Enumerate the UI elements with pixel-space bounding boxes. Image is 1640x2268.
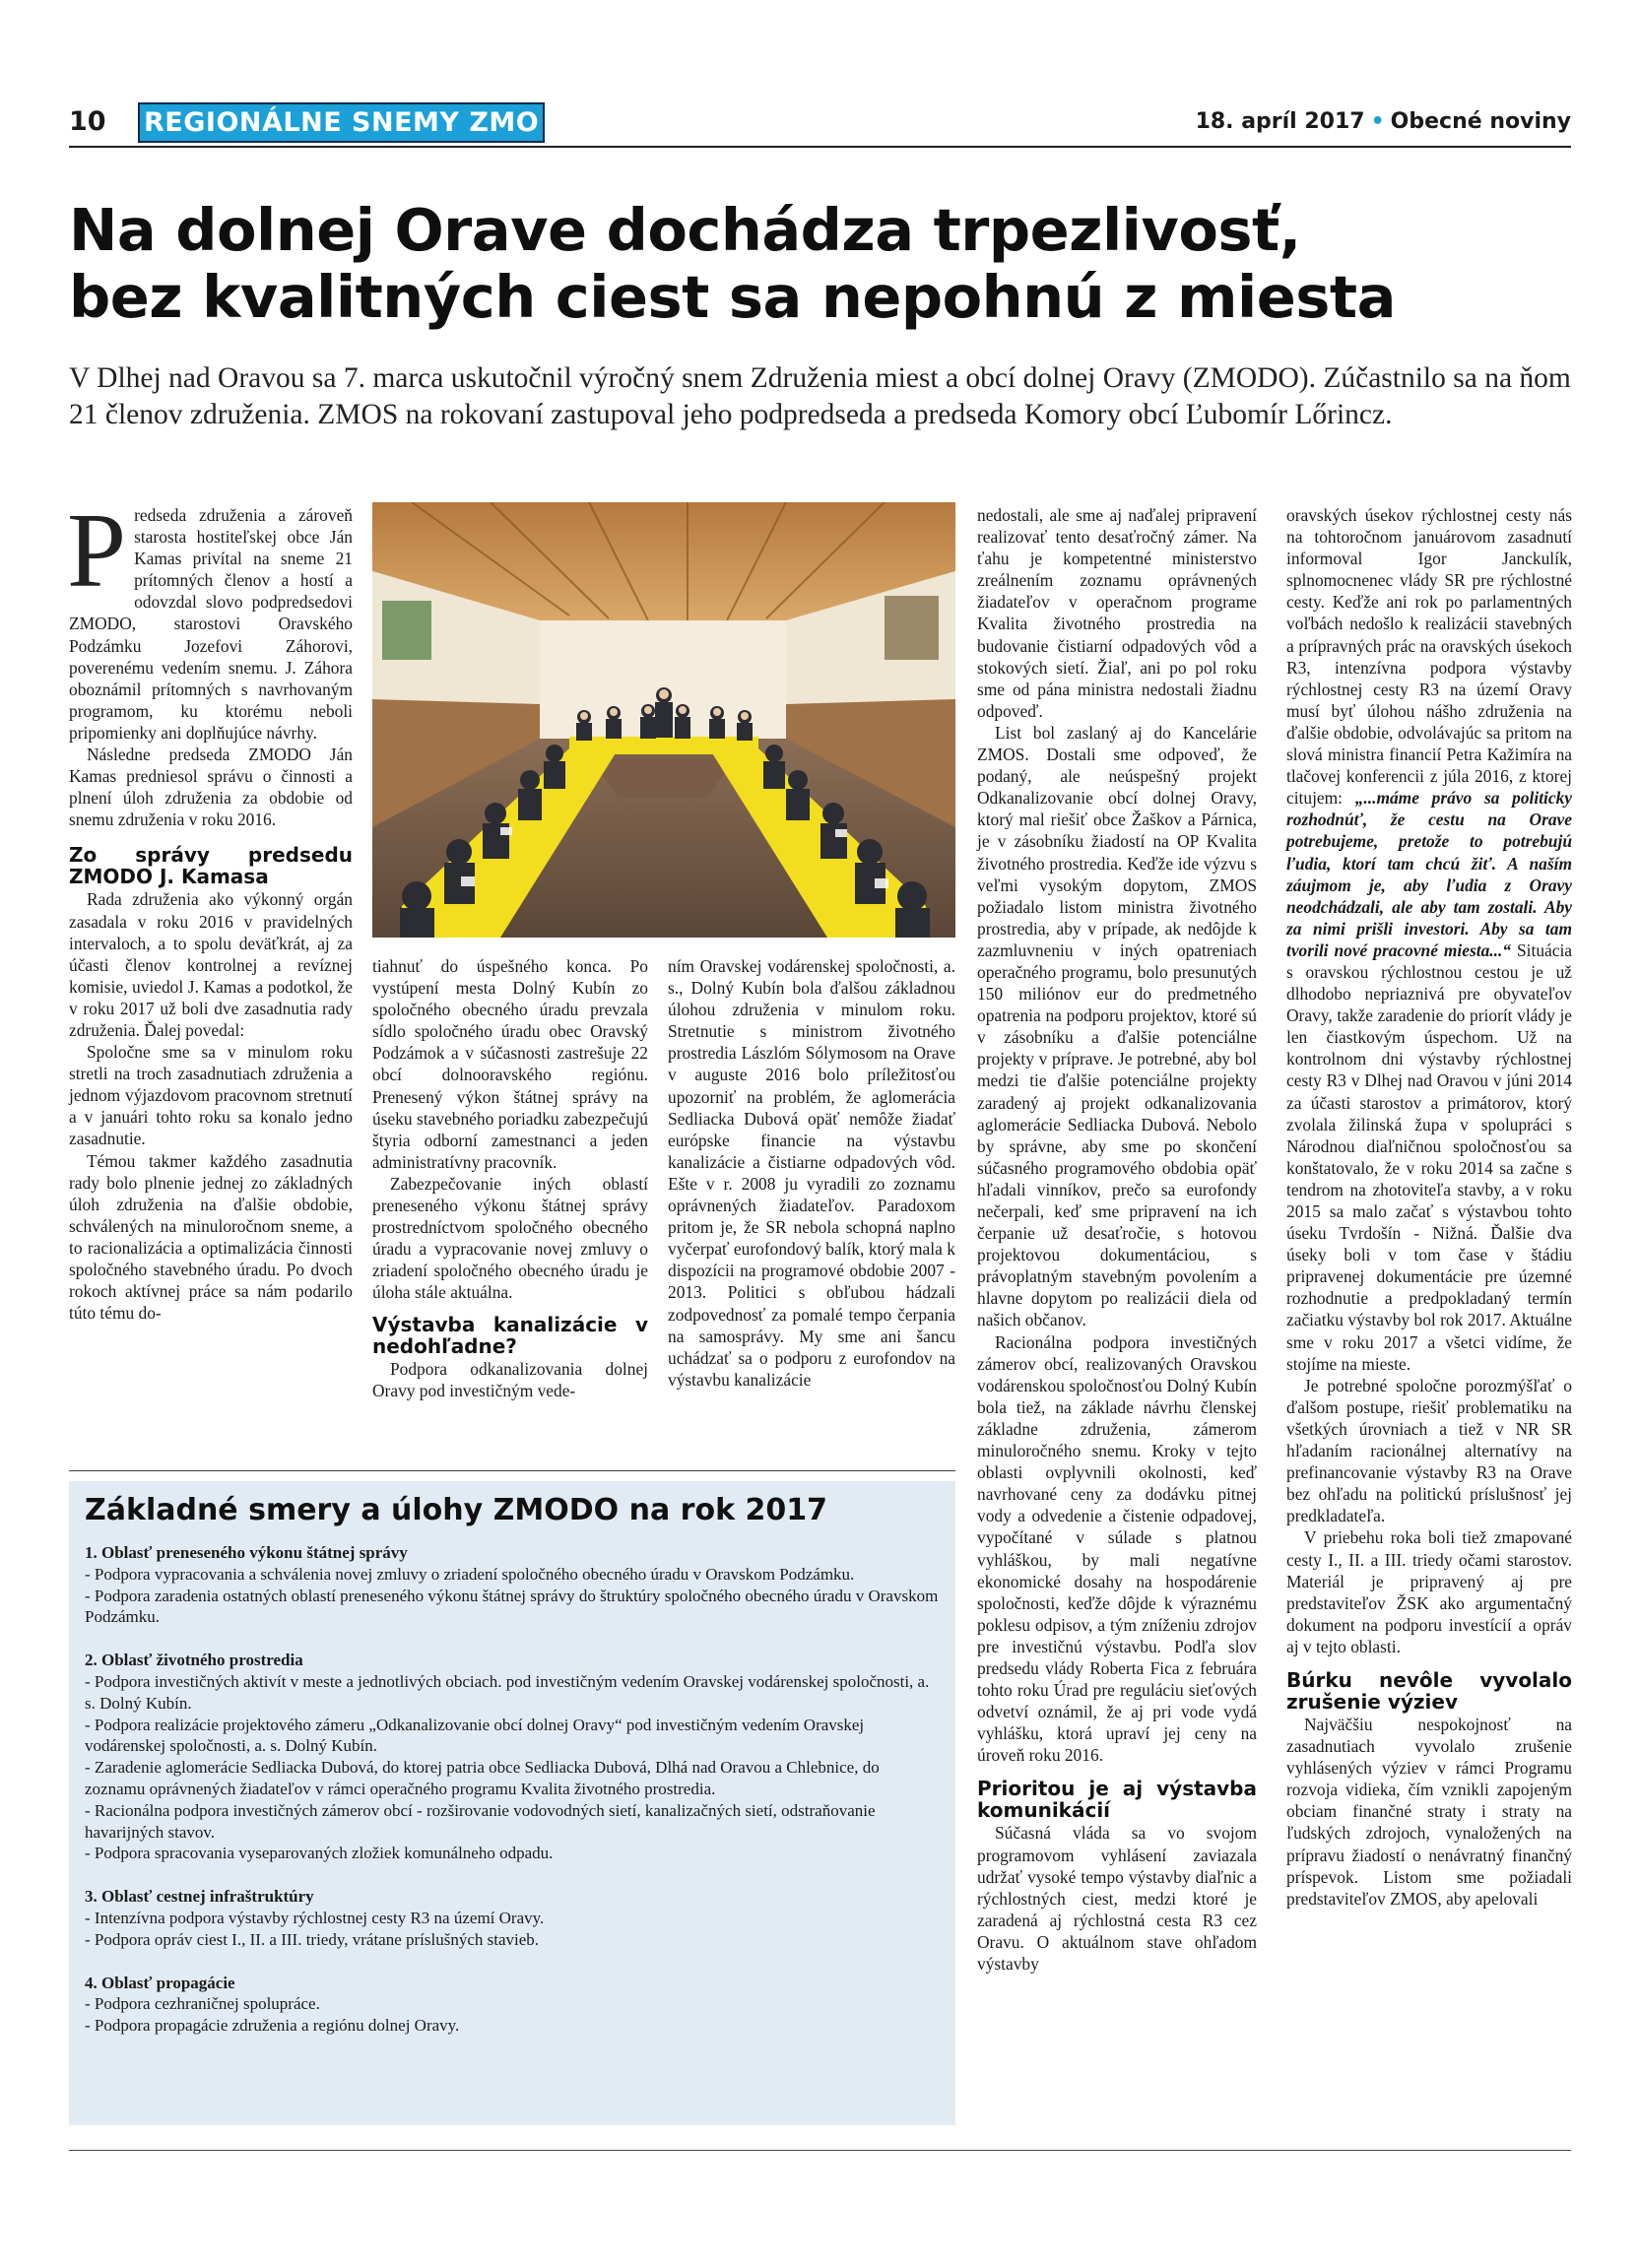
meeting-photo — [372, 502, 955, 938]
box-list-item: - Podpora investičných aktivít v meste a jednotlivých obciach. pod investičným vedením Oravskej vodárenskej spoločnosti, a. s. Dolný Kubín. — [85, 1671, 930, 1713]
issue-info — [1196, 109, 1571, 134]
paragraph: Súčasná vláda sa vo svojom programovom vyhlásení zaviazala udržať vysoké tempo výstavby diaľnic a rýchlostných ciest, medzi ktoré je zaradená aj rýchlostná cesta R3 cez Oravu. O aktuálnom stave ohľadom výstavby — [977, 1823, 1257, 1974]
paragraph: tiahnuť do úspešného konca. Po vystúpení mesta Dolný Kubín zo spoločného obecného úradu prevzala sídlo spoločného úradu obec Oravský Podzámok a v súčasnosti zastrešuje 22 obcí dolnooravského regiónu. Prenesený výkon štátnej správy na úseku stavebného poriadku zabezpečujú štyria odborní zamestnanci a jeden administratívny pracovník. — [372, 956, 648, 1172]
article-column-1 — [67, 492, 353, 1324]
box-body — [85, 1542, 940, 2037]
subheading: Výstavba kanalizácie v nedohľadne? — [372, 1312, 648, 1358]
minister-quote: „...máme právo sa politicky rozhodnúť, že cestu na Orave potrebujeme, pretože to potrebujú ľudia, ktorí tam chcú žiť. A naším záujmom je, aby ľudia z Oravy neodchádzali, ale aby tam zostali. Aby za nimi prišli investori. Aby sa tam tvorili nové pracovné miesta...“ — [1286, 788, 1572, 960]
publication-name: Obecné noviny — [1390, 109, 1571, 134]
paragraph: nedostali, ale sme aj naďalej pripravení realizovať tento desaťročný zámer. Na ťahu je kompetentné ministerstvo zreálnením zoznamu oprávnených žiadateľov v operačnom programe Kvalita životného prostredia na budovanie čistiarní odpadových vôd a stokových sietí. Žiaľ, ani po pol roku sme od pána ministra nedostali žiadnu odpoveď. — [977, 505, 1257, 721]
header-rule — [69, 146, 1571, 148]
box-list-item: - Podpora spracovania vyseparovaných zložiek komunálneho odpadu. — [85, 1844, 554, 1863]
paragraph-with-quote — [1286, 504, 1572, 1375]
subheading: Prioritou je aj výstavba komunikácií — [977, 1777, 1257, 1823]
box-list-item: - Racionálna podpora investičných zámerov obcí - rozširovanie vodovodných sietí, kanalizačných sietí, odstraňovanie havarijných stavov. — [85, 1800, 876, 1842]
paragraph-text: redseda združenia a zároveň starosta hostiteľskej obce Ján Kamas privítal na sneme 21 prítomných členov a hostí a odovzdal slovo podpredsedovi ZMODO, starostovi Oravského Podzámku Jozefovi Záhorovi, poverenému vedením snemu. J. Záhora oboznámil prítomných s navrhovaným programom, ku ktorému neboli pripomienky ani doplňujúce návrhy. — [69, 505, 353, 743]
page-number: 10 — [69, 106, 106, 137]
subheading: Búrku nevôle vyvolalo zrušenie výziev — [1286, 1667, 1572, 1714]
box-list-item: - Podpora vypracovania a schválenia novej zmluvy o zriadení spoločného obecného úradu v Oravskom Podzámku. — [85, 1564, 855, 1584]
page-bottom-rule — [69, 2150, 1571, 2151]
box-section-title: 1. Oblasť preneseného výkonu štátnej správy — [85, 1543, 408, 1562]
paragraph: ním Oravskej vodárenskej spoločnosti, a. s., Dolný Kubín bola ďalšou základnou úlohou združenia v minulom roku. Stretnutie s ministrom životného prostredia Lászlóm Sólymosom na Orave v auguste 2016 bolo príležitosťou upozorniť na problém, že aglomerácia Sedliacka Dubová opäť nemôže žiadať európske financie na výstavbu kanalizácie a čistiarne odpadových vôd. Ešte v r. 2008 ju vyradili zo zoznamu oprávnených žiadateľov. Paradoxom pritom je, že SR nebola schopná naplno vyčerpať eurofondový balík, ktorý mala k dispozícii na programové obdobie 2007 - 2013. Politici s obľubou hádzali zodpovednosť za pomalé tempo čerpania na samosprávy. My sme ani šancu uchádzať sa o podporu z eurofondov na výstavbu kanalizácie — [668, 956, 955, 1390]
box-list-item: - Intenzívna podpora výstavby rýchlostnej cesty R3 na území Oravy. — [85, 1908, 545, 1927]
paragraph-text: oravských úsekov rýchlostnej cesty nás na tohtoročnom januárovom zasadnutí informoval Igor Janckulík, splnomocnenec vlády SR pre rýchlostné cesty. Keďže ani rok po parlamentných voľbách nedošlo k realizácii stavebných a prípravných prác na oravských úsekoch R3, intenzívna podpora výstavby rýchlostnej cesty R3 na území Oravy musí byť úlohou nášho združenia na ďalšie obdobie, odvolávajúc sa pritom na slová ministra financií Petra Kažimíra na tlačovej konferencii z júla 2016, z ktorej citujem: — [1286, 505, 1572, 809]
box-list-item: - Podpora zaradenia ostatných oblastí preneseného výkonu štátnej správy do štruktúry spoločného obecného úradu v Oravskom Podzámku. — [85, 1586, 939, 1627]
separator-dot: • — [1370, 109, 1385, 134]
box-list-item: - Podpora cezhraničnej spolupráce. — [85, 1994, 320, 2014]
paragraph: Najväčšiu nespokojnosť na zasadnutiach vyvolalo zrušenie vyhlásených výziev v rámci Programu rozvoja vidieka, čím vznikli zapojeným obciam finančné straty i straty na ľudských zdrojoch, vynaložených na prípravu žiadostí o nenávratný finančný príspevok. Listom sme požiadali predstaviteľov ZMOS, aby apelovali — [1286, 1714, 1572, 1909]
paragraph: Podpora odkanalizovania dolnej Oravy pod investičným vede- — [372, 1358, 648, 1400]
article-headline — [69, 197, 1576, 331]
article-column-5 — [1286, 504, 1572, 1910]
paragraph-text: Situácia s oravskou rýchlostnou cestou je už dlhodobo nepriaznivá pre obyvateľov Oravy, takže zaradenie do priorít vlády je len čiastkovým úspechom. Už na kontrolnom dni výstavby rýchlostnej cesty R3 v Dlhej nad Oravou v júni 2014 za účasti starostov a primátorov, ktorý zvolala žilinská župa v spolupráci s Národnou diaľničnou spoločnosťou sa konštatovalo, že v roku 2014 sa začne s tendrom na zhotoviteľa stavby, a v roku 2015 sa malo začať s výstavbou tohto úseku Tvrdošín - Nižná. Ďalšie dva úseky boli v tom čase v štádiu pripravenej dokumentácie pre územné rozhodnutie a predpokladaný termín začiatku výstavby bol rok 2017. Aktuálne sme v roku 2017 a všetci vidíme, že stojíme na mieste. — [1286, 940, 1572, 1374]
paragraph: Rada združenia ako výkonný orgán zasadala v roku 2016 v pravidelných intervaloch, a to spolu deväťkrát, aj za účasti členov kontrolnej a revíznej komisie, uviedol J. Kamas a podotkol, že v roku 2017 už boli dve zasadnutia rady združenia. Ďalej povedal: — [69, 889, 353, 1040]
intro-paragraph — [67, 492, 353, 744]
box-list-item: - Zaradenie aglomerácie Sedliacka Dubová, do ktorej patria obce Sedliacka Dubová, Dlhá nad Oravou a Chlebnice, do zoznamu oprávnených žiadateľov v rámci operačného programu Kvalita životného prostredia. — [85, 1758, 880, 1798]
box-title: Základné smery a úlohy ZMODO na rok 2017 — [85, 1493, 827, 1527]
subheading: Zo správy predsedu ZMODO J. Kamasa — [69, 843, 353, 889]
box-section-title: 3. Oblasť cestnej infraštruktúry — [85, 1887, 314, 1907]
box-section-title: 2. Oblasť životného prostredia — [85, 1651, 303, 1670]
paragraph: Témou takmer každého zasadnutia rady bolo plnenie jednej zo základných úloh združenia na ďalšie obdobie, schválených na minuloročnom sneme, a to racionalizácia a optimalizácia činnosti spoločného stavebného úradu. Po dvoch rokoch aktívnej práce sa nám podarilo túto tému do- — [69, 1150, 353, 1324]
paragraph: Je potrebné spoločne porozmýšľať o ďalšom postupe, riešiť problematiku na všetkých úrovniach a tiež v NR SR hľadaním racionálnej alternatívy na prefinancovanie výstavby R3 na Orave bez ohľadu na politickú príslušnosť jej predkladateľa. — [1286, 1375, 1572, 1526]
drop-cap: P — [67, 492, 127, 610]
paragraph: V priebehu roka boli tiež zmapované cesty I., II. a III. triedy očami starostov. Materiál je pripravený aj pre predstaviteľov ŽSK ako argumentačný dokument na podporu investícií a opráv aj v tejto oblasti. — [1286, 1527, 1572, 1656]
section-label: REGIONÁLNE SNEMY ZMO — [138, 102, 545, 143]
box-list-item: - Podpora propagácie združenia a regiónu dolnej Oravy. — [85, 2016, 460, 2036]
box-section-title: 4. Oblasť propagácie — [85, 1973, 235, 1992]
article-column-2 — [372, 955, 648, 1401]
box-list-item: - Podpora realizácie projektového zámeru „Odkanalizovanie obcí dolnej Oravy“ pod investičným vedením Oravskej vodárenskej spoločnosti, a. s. Dolný Kubín. — [85, 1715, 865, 1756]
article-column-3 — [668, 955, 955, 1391]
paragraph: Následne predseda ZMODO Ján Kamas predniesol správu o činnosti a plnení úloh združenia za obdobie od snemu združenia v roku 2016. — [69, 745, 353, 830]
article-column-4 — [977, 504, 1257, 1975]
tasks-box — [69, 1481, 955, 2125]
headline-line-1: Na dolnej Orave dochádza trpezlivosť, — [69, 196, 1301, 264]
box-list-item: - Podpora opráv ciest I., II. a III. triedy, vrátane príslušných stavieb. — [85, 1929, 540, 1949]
headline-line-2: bez kvalitných ciest sa nepohnú z miesta — [69, 263, 1396, 331]
paragraph: Zabezpečovanie iných oblastí preneseného výkonu štátnej správy prostredníctvom spoločného obecného úradu a vypracovanie novej zmluvy o zriadení spoločného obecného úradu je úloha stále aktuálna. — [372, 1173, 648, 1303]
paragraph: Spoločne sme sa v minulom roku stretli na troch zasadnutiach združenia a jednom výjazdovom pracovnom stretnutí a v januári tohto roku sa konalo jedno zasadnutie. — [69, 1042, 353, 1149]
box-top-rule — [69, 1470, 955, 1471]
paragraph: Racionálna podpora investičných zámerov obcí, realizovaných Oravskou vodárenskou spoločnosťou Dolný Kubín bola tiež, na základe návrhu členskej základne združenia, zámerom minuloročného snemu. Kroky v tejto oblasti ovplyvnili okolnosti, keď navrhované ceny za dodávku pitnej vody a odvedenie a čistenie odpadovej, vypočítané v súlade s platnou vyhláškou, by mali negatívne ekonomické dosahy na hospodárenie spoločnosti, keďže dôjde k výraznému poklesu odpisov, a tým zníženiu zdrojov pre investičnú výstavbu. Podľa slov predsedu vlády Roberta Fica z februára tohto roku Úrad pre reguláciu sieťových odvetví oznámil, že aj pri vode vydá vyhlášku, ktorá upraví jej ceny na úroveň roku 2016. — [977, 1331, 1257, 1766]
article-lead: V Dlhej nad Oravou sa 7. marca uskutočnil výročný snem Združenia miest a obcí dolnej Oravy (ZMODO). Zúčastnilo sa na ňom 21 členov združenia. ZMOS na rokovaní zastupoval jeho podpredseda a predseda Komory obcí Ľubomír Lőrincz. — [69, 362, 1571, 430]
paragraph: List bol zaslaný aj do Kancelárie ZMOS. Dostali sme odpoveď, že podaný, ale neúspešný projekt Odkanalizovanie obcí dolnej Oravy, ktorý mal riešiť obce Žaškov a Párnica, je v zásobníku žiadostí na OP Kvalita životného prostredia. Keďže ide výzvu s veľmi vysokým dopytom, ZMOS požiadalo listom ministra životného prostredia, aby v prípade, ak nedôjde k zazmluvneniu v iných opatreniach operačného programu, bolo presunutých 150 miliónov eur do predmetného opatrenia na podporu projektov, ktoré sú v zásobníku a ďalšie potenciálne projekty v príprave. Je potrebné, aby bol medzi tie ďalšie potenciálne projekty zaradený aj projekt odkanalizovania aglomerácie Sedliacka Dubová. Nebolo by správne, aby sme po skončení súčasného programového obdobia opäť hľadali vinníkov, prečo sa eurofondy nečerpali, keď sme pripravení na ich čerpanie už desaťročie, s hotovou projektovou dokumentáciou, s právoplatným stavebným povolením a hlavne dopytom po realizácii diela od našich občanov. — [977, 722, 1257, 1330]
issue-date: 18. apríl 2017 — [1195, 109, 1365, 134]
